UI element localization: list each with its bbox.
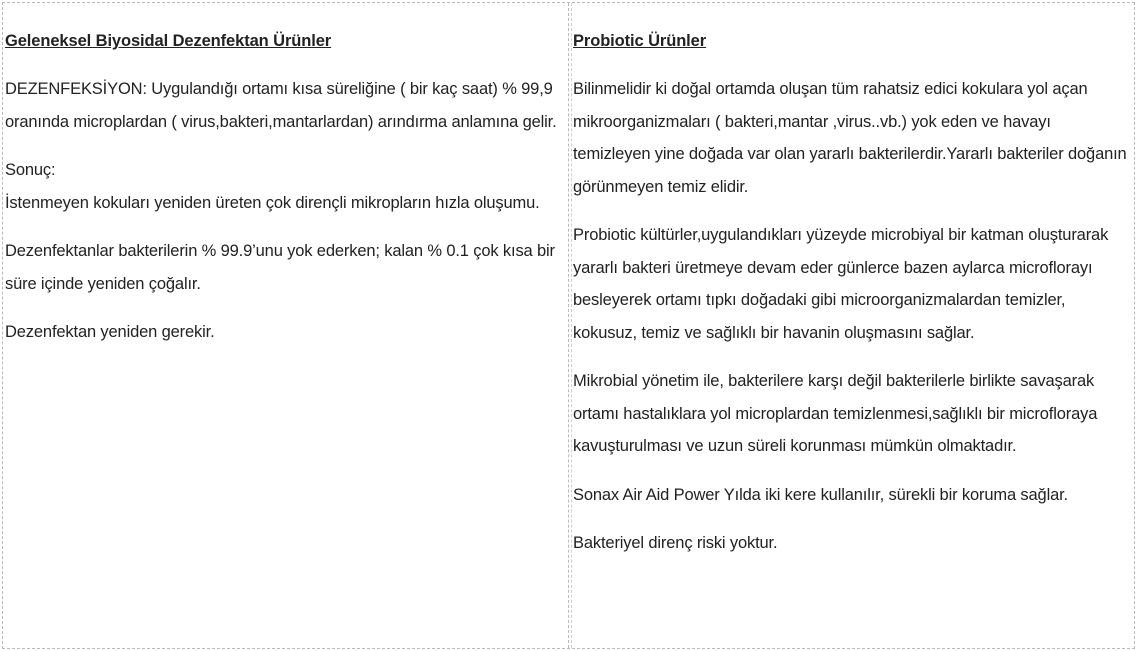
- comparison-table: [2, 2, 1135, 649]
- result-label: Sonuç:: [5, 161, 56, 179]
- disinfection-definition: DEZENFEKSİYON: Uygulandığı ortamı kısa süreliğine ( bir kaç saat) % 99,9 oranında microplardan ( virus,bakteri,mantarlardan) arındırma anlamına gelir.: [5, 80, 557, 131]
- remaining-bacteria-text: Dezenfektanlar bakterilerin % 99.9’unu yok ederken; kalan % 0.1 çok kısa bir süre içinde yeniden çoğalır.: [5, 242, 555, 293]
- result-text: İstenmeyen kokuları yeniden üreten çok dirençli mikropların hızla oluşumu.: [5, 193, 540, 212]
- disinfectant-needed-text: Dezenfektan yeniden gerekir.: [5, 323, 215, 341]
- no-resistance-text: Bakteriyel direnç riski yoktur.: [573, 534, 778, 552]
- microbial-management-text: Mikrobial yönetim ile, bakterilere karşı değil bakterilerle birlikte savaşarak ortamı hastalıklara yol microplardan temizlenmesi,sağlıklı bir microfloraya kavuşturulması ve uzun süreli korunması mümkün olmaktadır.: [573, 372, 1098, 455]
- conventional-disinfectant-column: [3, 3, 569, 648]
- probiotic-column: [569, 3, 1134, 648]
- sonax-usage-text: Sonax Air Aid Power Yılda iki kere kullanılır, sürekli bir koruma sağlar.: [573, 485, 1068, 504]
- probiotic-cultures-text: Probiotic kültürler,uygulandıkları yüzeyde microbiyal bir katman oluşturarak yararlı bakteri üretmeye devam eder günlerce bazen aylarca microflorayı besleyerek ortamı tıpkı doğadaki gibi microorganizmalardan temizler, kokusuz, temiz ve sağlıklı bir havanin oluşmasını sağlar.: [573, 226, 1109, 342]
- probiotic-heading: Probiotic Ürünler: [573, 32, 707, 50]
- conventional-heading: Geleneksel Biyosidal Dezenfektan Ürünler: [5, 32, 332, 50]
- probiotic-intro: Bilinmelidir ki doğal ortamda oluşan tüm rahatsiz edici kokulara yol açan mikroorganizmaları ( bakteri,mantar ,virus..vb.) yok eden ve havayı temizleyen yine doğada var olan yararlı bakterilerdir.Yararlı bakteriler doğanın görünmeyen temiz elidir.: [573, 80, 1127, 196]
